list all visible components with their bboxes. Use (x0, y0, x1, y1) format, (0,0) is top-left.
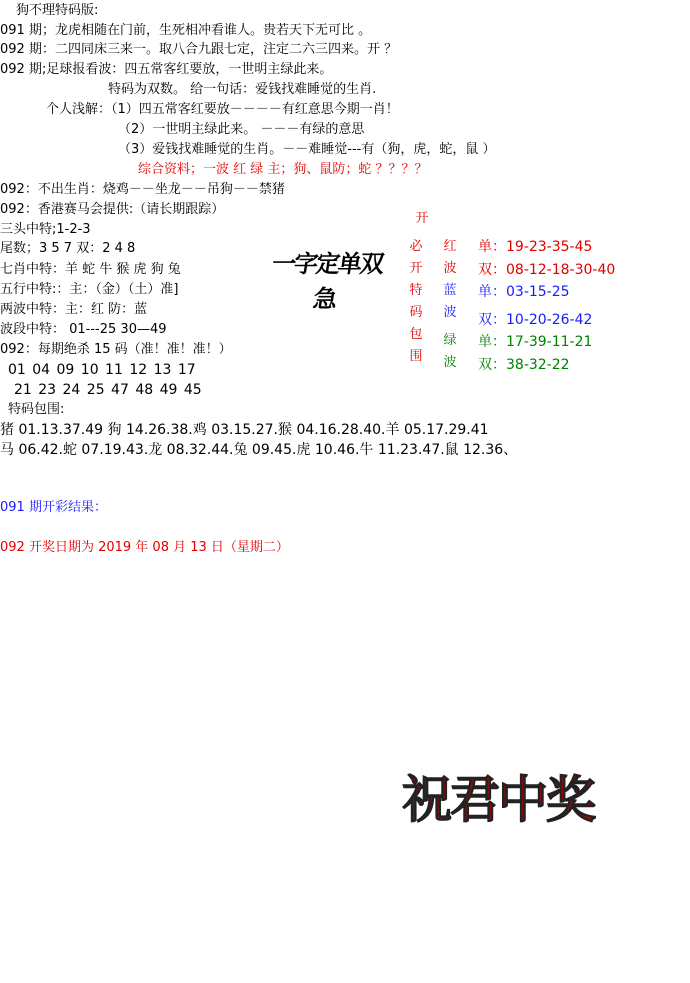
surround-row-2: 马 06.42.蛇 07.19.43.龙 08.32.44.兔 09.45.虎 10.46.牛 11.23.47.鼠 12.36、 (0, 442, 518, 458)
surround-title: 特码包围: (8, 402, 65, 417)
green-double-numbers: 双：38-32-22 (478, 357, 570, 373)
wave-segment-line: 波段中特： 01---25 30—49 (0, 322, 167, 337)
line-091: 091 期；龙虎相随在门前，生死相冲看谁人。贵若天下无可比 。 (0, 23, 372, 38)
draw-date: 092 开奖日期为 2019 年 08 月 13 日（星期二） (0, 540, 289, 555)
five-elements-line: 五行中特:：主：（金）（土）准] (0, 282, 179, 297)
must-open-column: 必 开 特 码 包 围 (409, 239, 423, 364)
blue-single-numbers: 单：03-15-25 (478, 284, 570, 300)
kill-numbers-row-2: 21 23 24 25 47 48 49 45 (14, 382, 202, 398)
two-waves-line: 两波中特：主：红 防：蓝 (0, 302, 148, 317)
not-out-zodiac: 092：不出生肖：烧鸡－－坐龙－－吊狗－－禁猪 (0, 182, 285, 197)
kill-line: 092：每期绝杀 15 码（准！准！准！） (0, 342, 232, 357)
page-title: 狗不理特码版: (16, 3, 99, 18)
surround-row-1: 猪 01.13.37.49 狗 14.26.38.鸡 03.15.27.猴 04.16.28.40.羊 05.17.29.41 (0, 422, 489, 438)
kai-label: 开 (415, 211, 429, 226)
red-wave-label: 红 波 (443, 239, 457, 276)
line-092-riddle: 092 期：二四同床三来一。取八合九跟七定，注定二六三四来。开 ？ (0, 42, 398, 57)
single-double-stamp-line-1: 一字定单双 (270, 249, 385, 278)
heads-line: 三头中特;1-2-3 (0, 222, 91, 237)
seven-zodiac-line: 七肖中特：羊 蛇 牛 猴 虎 狗 兔 (0, 262, 181, 277)
red-single-numbers: 单：19-23-35-45 (478, 239, 593, 255)
single-double-stamp-line-2: 急 (311, 284, 338, 313)
single-double-stamp (265, 244, 385, 314)
line-092-football: 092 期;足球报看波：四五常客红要放，一世明主绿此来。 (0, 62, 333, 77)
blue-double-numbers: 双：10-20-26-42 (478, 312, 593, 328)
provider-line: 092：香港赛马会提供:（请长期跟踪） (0, 202, 225, 217)
green-single-numbers: 单：17-39-11-21 (478, 334, 593, 350)
blue-wave-label: 蓝 波 (443, 283, 457, 320)
analysis-item-2: （2）一世明主绿此来。 －－－有绿的意思 (118, 122, 365, 137)
tails-line: 尾数；3 5 7 双：2 4 8 (0, 241, 136, 256)
hint-line: 特码为双数。 给一句话：爱钱找难睡觉的生肖. (108, 82, 377, 97)
blessing-stamp: 祝君中奖 (402, 770, 594, 829)
summary-line: 综合资料；一波 红 绿 主；狗、鼠防；蛇 ？？？？ (138, 162, 428, 177)
green-wave-label: 绿 波 (443, 333, 457, 370)
red-double-numbers: 双：08-12-18-30-40 (478, 262, 616, 278)
kill-numbers-row-1: 01 04 09 10 11 12 13 17 (8, 362, 196, 378)
analysis-title: 个人浅解：（1）四五常客红要放－－－－有红意思今期一肖！ (46, 102, 399, 117)
analysis-item-3: （3）爱钱找难睡觉的生肖。－－难睡觉---有（狗，虎，蛇，鼠 ） (118, 142, 496, 157)
result-091-label: 091 期开彩结果： (0, 500, 107, 515)
